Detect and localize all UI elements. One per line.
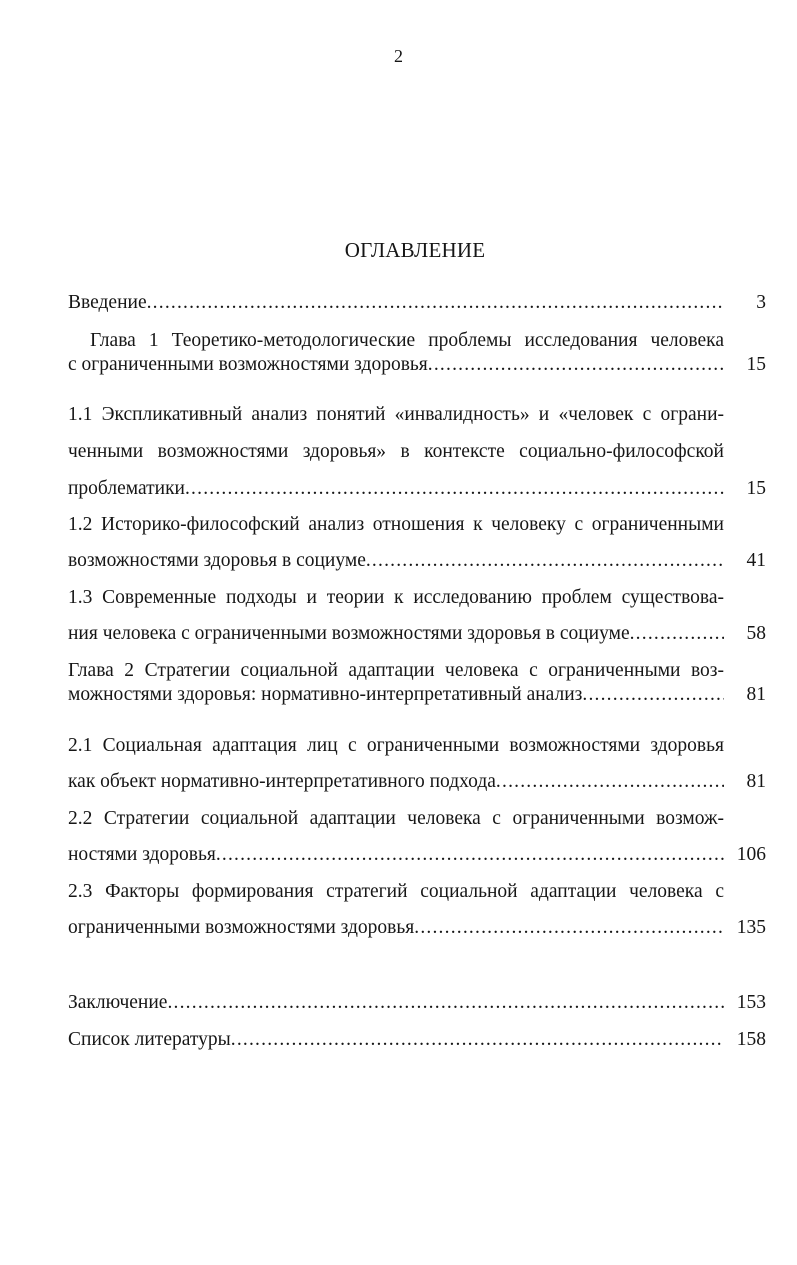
dot-leader — [185, 476, 724, 502]
entry-page: 15 — [746, 354, 766, 375]
entry-page: 81 — [746, 684, 766, 705]
dot-leader — [582, 682, 724, 708]
entry-title-line: Глава 2 Стратегии социальной адаптации человека с ограниченными воз- — [68, 660, 724, 681]
entry-title: Список литературы — [68, 1029, 231, 1050]
entry-title-line: с ограниченными возможностями здоровья — [68, 354, 428, 375]
entry-title-line: ностями здоровья — [68, 844, 216, 865]
entry-title-line: можностями здоровья: нормативно-интерпретативный анализ — [68, 684, 583, 705]
entry-title-line: 1.1 Экспликативный анализ понятий «инвалидность» и «человек с ограни- — [68, 404, 724, 425]
entry-page: 158 — [736, 1029, 766, 1050]
dot-leader — [216, 842, 724, 868]
entry-page: 15 — [746, 478, 766, 499]
entry-page: 106 — [736, 844, 766, 865]
dot-leader — [167, 990, 724, 1016]
toc-heading: ОГЛАВЛЕНИЕ — [344, 238, 486, 262]
dot-leader — [366, 548, 724, 574]
dot-leader — [496, 769, 724, 795]
entry-title-line: как объект нормативно-интерпретативного подхода — [68, 771, 496, 792]
entry-title-line: ченными возможностями здоровья» в контексте социально-философской — [68, 441, 724, 462]
entry-title: Заключение — [68, 992, 168, 1013]
dot-leader — [414, 915, 724, 941]
page-number: 2 — [394, 46, 403, 66]
entry-title-line: ограниченными возможностями здоровья — [68, 917, 415, 938]
entry-page: 41 — [746, 550, 766, 571]
dot-leader — [147, 290, 724, 316]
entry-title-line: возможностями здоровья в социуме — [68, 550, 366, 571]
entry-title-line: проблематики — [68, 478, 185, 499]
entry-page: 3 — [756, 292, 766, 313]
entry-title-line: Глава 1 Теоретико-методологические проблемы исследования человека — [90, 330, 724, 351]
entry-title: Введение — [68, 292, 147, 313]
entry-page: 153 — [736, 992, 766, 1013]
entry-title-line: 2.2 Стратегии социальной адаптации человека с ограниченными возмож- — [68, 808, 724, 829]
entry-title-line: 1.3 Современные подходы и теории к исследованию проблем существова- — [68, 587, 724, 608]
dot-leader — [428, 352, 724, 378]
entry-page: 135 — [736, 917, 766, 938]
entry-title-line: ния человека с ограниченными возможностями здоровья в социуме — [68, 623, 630, 644]
dot-leader — [231, 1027, 724, 1053]
entry-title-line: 2.3 Факторы формирования стратегий социальной адаптации человека с — [68, 881, 724, 902]
entry-page: 58 — [746, 623, 766, 644]
entry-page: 81 — [746, 771, 766, 792]
entry-title-line: 2.1 Социальная адаптация лиц с ограниченными возможностями здоровья — [68, 735, 724, 756]
entry-title-line: 1.2 Историко-философский анализ отношения к человеку с ограниченными — [68, 514, 724, 535]
dot-leader — [630, 621, 724, 647]
